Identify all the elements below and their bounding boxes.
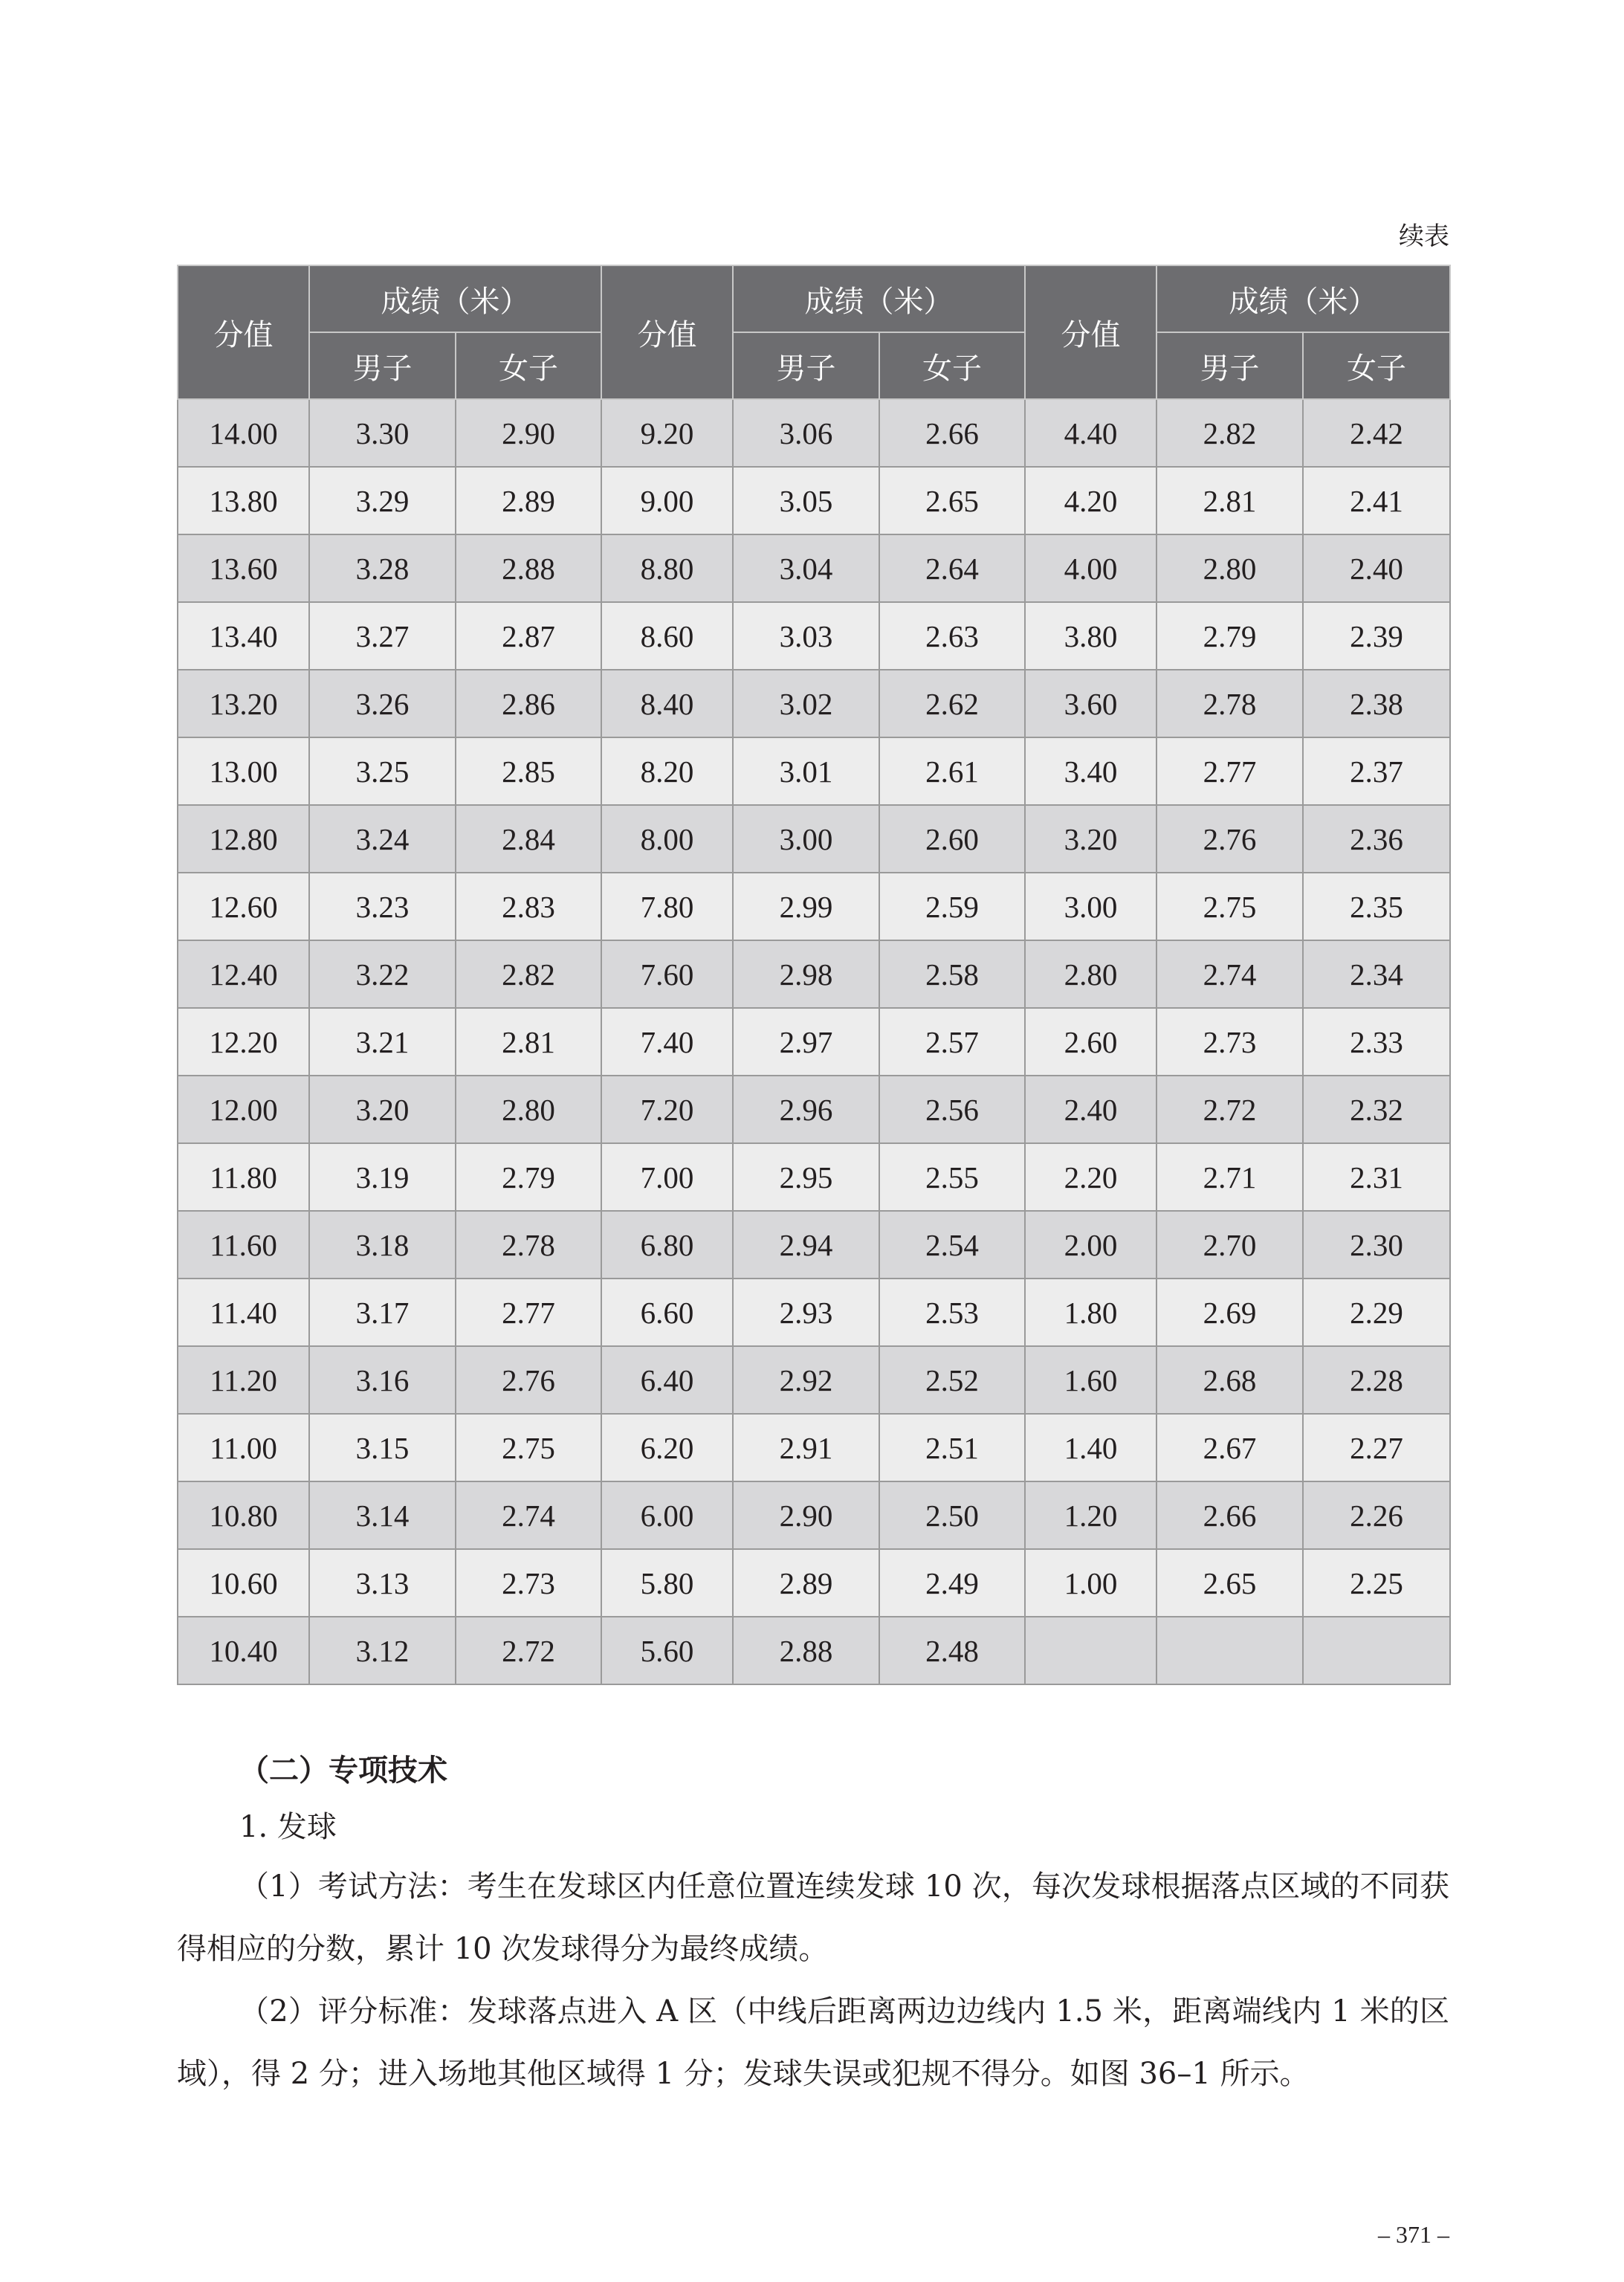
- female-result-cell: 2.85: [456, 737, 601, 805]
- male-result-cell: 3.13: [309, 1549, 456, 1617]
- male-result-cell: 2.88: [733, 1617, 879, 1684]
- score-cell: 2.20: [1025, 1143, 1156, 1211]
- male-result-cell: 3.21: [309, 1008, 456, 1076]
- female-result-cell: 2.72: [456, 1617, 601, 1684]
- male-result-cell: 3.00: [733, 805, 879, 873]
- table-row: [178, 1008, 1450, 1076]
- female-result-cell: 2.51: [879, 1414, 1025, 1481]
- female-result-cell: 2.80: [456, 1076, 601, 1143]
- continued-table-label: 续表: [1399, 222, 1449, 251]
- score-cell: 6.60: [601, 1279, 733, 1346]
- male-result-cell: 3.02: [733, 670, 879, 737]
- female-result-cell: 2.59: [879, 873, 1025, 940]
- table-row: [178, 467, 1450, 534]
- female-result-cell: 2.86: [456, 670, 601, 737]
- male-result-cell: 3.22: [309, 940, 456, 1008]
- female-result-cell: 2.31: [1303, 1143, 1450, 1211]
- female-result-cell: 2.64: [879, 534, 1025, 602]
- score-cell: 10.80: [178, 1481, 309, 1549]
- male-result-cell: 2.65: [1156, 1549, 1303, 1617]
- male-result-cell: 2.89: [733, 1549, 879, 1617]
- male-result-cell: 2.67: [1156, 1414, 1303, 1481]
- score-table: [177, 265, 1451, 1685]
- male-result-cell: 2.68: [1156, 1346, 1303, 1414]
- score-cell: 7.20: [601, 1076, 733, 1143]
- female-result-cell: 2.75: [456, 1414, 601, 1481]
- female-result-cell: 2.90: [456, 399, 601, 467]
- female-result-cell: 2.34: [1303, 940, 1450, 1008]
- score-cell: 9.20: [601, 399, 733, 467]
- female-result-cell: 2.78: [456, 1211, 601, 1279]
- female-result-cell: 2.79: [456, 1143, 601, 1211]
- male-result-cell: 3.29: [309, 467, 456, 534]
- male-result-cell: 2.72: [1156, 1076, 1303, 1143]
- female-result-cell: 2.42: [1303, 399, 1450, 467]
- male-result-cell: 2.98: [733, 940, 879, 1008]
- male-result-cell: [1156, 1617, 1303, 1684]
- female-result-cell: 2.25: [1303, 1549, 1450, 1617]
- header-row-2: [178, 332, 1450, 399]
- result-header: 成绩（米）: [1156, 265, 1450, 332]
- score-cell: 4.00: [1025, 534, 1156, 602]
- male-header: 男子: [309, 332, 456, 399]
- table-body: [178, 399, 1450, 1684]
- female-result-cell: 2.30: [1303, 1211, 1450, 1279]
- table-row: [178, 873, 1450, 940]
- male-result-cell: 2.91: [733, 1414, 879, 1481]
- female-result-cell: 2.41: [1303, 467, 1450, 534]
- score-cell: 8.00: [601, 805, 733, 873]
- score-cell: 1.00: [1025, 1549, 1156, 1617]
- score-cell: 5.80: [601, 1549, 733, 1617]
- score-cell: 13.00: [178, 737, 309, 805]
- male-result-cell: 3.19: [309, 1143, 456, 1211]
- table-row: [178, 1346, 1450, 1414]
- male-result-cell: 2.73: [1156, 1008, 1303, 1076]
- score-cell: 13.20: [178, 670, 309, 737]
- female-result-cell: 2.88: [456, 534, 601, 602]
- male-result-cell: 3.03: [733, 602, 879, 670]
- female-result-cell: 2.83: [456, 873, 601, 940]
- male-result-cell: 3.18: [309, 1211, 456, 1279]
- male-result-cell: 3.27: [309, 602, 456, 670]
- male-result-cell: 3.05: [733, 467, 879, 534]
- score-cell: 8.80: [601, 534, 733, 602]
- header-row-1: [178, 265, 1450, 332]
- score-cell: 9.00: [601, 467, 733, 534]
- page-number: – 371 –: [1378, 2221, 1449, 2248]
- score-cell: 13.40: [178, 602, 309, 670]
- score-cell: 10.60: [178, 1549, 309, 1617]
- score-cell: 13.80: [178, 467, 309, 534]
- female-result-cell: 2.60: [879, 805, 1025, 873]
- score-cell: 8.60: [601, 602, 733, 670]
- male-result-cell: 3.24: [309, 805, 456, 873]
- table-row: [178, 940, 1450, 1008]
- female-result-cell: 2.39: [1303, 602, 1450, 670]
- score-header: 分值: [1025, 265, 1156, 399]
- table-row: [178, 602, 1450, 670]
- score-cell: 7.60: [601, 940, 733, 1008]
- female-result-cell: 2.40: [1303, 534, 1450, 602]
- female-result-cell: 2.58: [879, 940, 1025, 1008]
- male-result-cell: 3.30: [309, 399, 456, 467]
- male-result-cell: 3.26: [309, 670, 456, 737]
- male-result-cell: 2.75: [1156, 873, 1303, 940]
- score-header: 分值: [601, 265, 733, 399]
- male-result-cell: 2.79: [1156, 602, 1303, 670]
- male-result-cell: 2.71: [1156, 1143, 1303, 1211]
- table-row: [178, 1211, 1450, 1279]
- score-cell: 10.40: [178, 1617, 309, 1684]
- female-result-cell: 2.76: [456, 1346, 601, 1414]
- score-cell: 13.60: [178, 534, 309, 602]
- score-cell: 12.80: [178, 805, 309, 873]
- male-result-cell: 2.77: [1156, 737, 1303, 805]
- score-cell: 11.00: [178, 1414, 309, 1481]
- score-cell: 1.80: [1025, 1279, 1156, 1346]
- score-cell: 3.60: [1025, 670, 1156, 737]
- table-row: [178, 805, 1450, 873]
- male-result-cell: 2.69: [1156, 1279, 1303, 1346]
- result-header: 成绩（米）: [733, 265, 1025, 332]
- female-result-cell: 2.84: [456, 805, 601, 873]
- male-header: 男子: [1156, 332, 1303, 399]
- score-cell: 2.60: [1025, 1008, 1156, 1076]
- score-cell: 14.00: [178, 399, 309, 467]
- female-result-cell: 2.89: [456, 467, 601, 534]
- section-heading-text: （二）专项技术: [239, 1753, 447, 1788]
- female-result-cell: 2.38: [1303, 670, 1450, 737]
- male-result-cell: 2.96: [733, 1076, 879, 1143]
- table-row: [178, 1279, 1450, 1346]
- female-result-cell: 2.65: [879, 467, 1025, 534]
- score-cell: 1.40: [1025, 1414, 1156, 1481]
- table-row: [178, 534, 1450, 602]
- female-header: 女子: [456, 332, 601, 399]
- male-header: 男子: [733, 332, 879, 399]
- male-result-cell: 2.99: [733, 873, 879, 940]
- table-row: [178, 399, 1450, 467]
- female-result-cell: 2.66: [879, 399, 1025, 467]
- score-cell: 6.40: [601, 1346, 733, 1414]
- score-cell: 3.20: [1025, 805, 1156, 873]
- female-header: 女子: [879, 332, 1025, 399]
- male-result-cell: 2.92: [733, 1346, 879, 1414]
- section-heading: [177, 1739, 1449, 1802]
- female-result-cell: 2.26: [1303, 1481, 1450, 1549]
- female-result-cell: 2.33: [1303, 1008, 1450, 1076]
- female-result-cell: 2.57: [879, 1008, 1025, 1076]
- female-result-cell: 2.52: [879, 1346, 1025, 1414]
- score-cell: 2.40: [1025, 1076, 1156, 1143]
- male-result-cell: 3.04: [733, 534, 879, 602]
- score-cell: 5.60: [601, 1617, 733, 1684]
- female-result-cell: 2.37: [1303, 737, 1450, 805]
- score-cell: 12.00: [178, 1076, 309, 1143]
- result-header: 成绩（米）: [309, 265, 601, 332]
- score-cell: [1025, 1617, 1156, 1684]
- score-cell: 1.20: [1025, 1481, 1156, 1549]
- female-result-cell: 2.56: [879, 1076, 1025, 1143]
- female-result-cell: 2.35: [1303, 873, 1450, 940]
- table-row: [178, 1414, 1450, 1481]
- female-result-cell: 2.87: [456, 602, 601, 670]
- female-result-cell: 2.48: [879, 1617, 1025, 1684]
- male-result-cell: 2.70: [1156, 1211, 1303, 1279]
- item-title: 1. 发球: [239, 1810, 337, 1844]
- score-cell: 11.20: [178, 1346, 309, 1414]
- table-row: [178, 1617, 1450, 1684]
- female-result-cell: 2.29: [1303, 1279, 1450, 1346]
- score-cell: 8.20: [601, 737, 733, 805]
- female-result-cell: 2.82: [456, 940, 601, 1008]
- male-result-cell: 3.14: [309, 1481, 456, 1549]
- female-header: 女子: [1303, 332, 1450, 399]
- score-cell: 3.80: [1025, 602, 1156, 670]
- male-result-cell: 3.25: [309, 737, 456, 805]
- score-header: 分值: [178, 265, 309, 399]
- male-result-cell: 2.95: [733, 1143, 879, 1211]
- score-cell: 1.60: [1025, 1346, 1156, 1414]
- score-cell: 6.00: [601, 1481, 733, 1549]
- female-result-cell: 2.74: [456, 1481, 601, 1549]
- score-cell: 6.20: [601, 1414, 733, 1481]
- female-result-cell: 2.27: [1303, 1414, 1450, 1481]
- male-result-cell: 2.76: [1156, 805, 1303, 873]
- male-result-cell: 2.97: [733, 1008, 879, 1076]
- score-cell: 3.00: [1025, 873, 1156, 940]
- female-result-cell: 2.54: [879, 1211, 1025, 1279]
- female-result-cell: 2.28: [1303, 1346, 1450, 1414]
- female-result-cell: 2.77: [456, 1279, 601, 1346]
- female-result-cell: [1303, 1617, 1450, 1684]
- score-cell: 2.00: [1025, 1211, 1156, 1279]
- score-cell: 8.40: [601, 670, 733, 737]
- female-result-cell: 2.62: [879, 670, 1025, 737]
- score-cell: 2.80: [1025, 940, 1156, 1008]
- female-result-cell: 2.55: [879, 1143, 1025, 1211]
- male-result-cell: 3.12: [309, 1617, 456, 1684]
- male-result-cell: 2.93: [733, 1279, 879, 1346]
- male-result-cell: 3.20: [309, 1076, 456, 1143]
- score-cell: 3.40: [1025, 737, 1156, 805]
- score-cell: 4.20: [1025, 467, 1156, 534]
- female-result-cell: 2.61: [879, 737, 1025, 805]
- male-result-cell: 2.90: [733, 1481, 879, 1549]
- male-result-cell: 2.74: [1156, 940, 1303, 1008]
- female-result-cell: 2.36: [1303, 805, 1450, 873]
- score-cell: 12.20: [178, 1008, 309, 1076]
- score-cell: 7.40: [601, 1008, 733, 1076]
- score-cell: 11.80: [178, 1143, 309, 1211]
- paragraph-scoring-standard: （2）评分标准：发球落点进入 A 区（中线后距离两边边线内 1.5 米，距离端线内 1 米的区域），得 2 分；进入场地其他区域得 1 分；发球失误或犯规不得分。如图 36–1 所示。: [177, 1994, 1449, 2091]
- score-cell: 6.80: [601, 1211, 733, 1279]
- paragraph-test-method: （1）考试方法：考生在发球区内任意位置连续发球 10 次，每次发球根据落点区域的不同获得相应的分数，累计 10 次发球得分为最终成绩。: [177, 1869, 1449, 1966]
- female-result-cell: 2.63: [879, 602, 1025, 670]
- male-result-cell: 3.16: [309, 1346, 456, 1414]
- male-result-cell: 2.82: [1156, 399, 1303, 467]
- male-result-cell: 3.28: [309, 534, 456, 602]
- female-result-cell: 2.73: [456, 1549, 601, 1617]
- female-result-cell: 2.81: [456, 1008, 601, 1076]
- female-result-cell: 2.53: [879, 1279, 1025, 1346]
- table-row: [178, 1549, 1450, 1617]
- female-result-cell: 2.50: [879, 1481, 1025, 1549]
- score-cell: 7.80: [601, 873, 733, 940]
- male-result-cell: 3.06: [733, 399, 879, 467]
- male-result-cell: 3.23: [309, 873, 456, 940]
- score-cell: 12.40: [178, 940, 309, 1008]
- female-result-cell: 2.32: [1303, 1076, 1450, 1143]
- male-result-cell: 2.81: [1156, 467, 1303, 534]
- score-cell: 7.00: [601, 1143, 733, 1211]
- table-row: [178, 1143, 1450, 1211]
- male-result-cell: 2.80: [1156, 534, 1303, 602]
- table-row: [178, 1481, 1450, 1549]
- table-row: [178, 737, 1450, 805]
- score-cell: 12.60: [178, 873, 309, 940]
- male-result-cell: 2.66: [1156, 1481, 1303, 1549]
- table-row: [178, 1076, 1450, 1143]
- female-result-cell: 2.49: [879, 1549, 1025, 1617]
- male-result-cell: 3.17: [309, 1279, 456, 1346]
- male-result-cell: 3.15: [309, 1414, 456, 1481]
- male-result-cell: 2.78: [1156, 670, 1303, 737]
- table-row: [178, 670, 1450, 737]
- score-cell: 11.40: [178, 1279, 309, 1346]
- male-result-cell: 2.94: [733, 1211, 879, 1279]
- male-result-cell: 3.01: [733, 737, 879, 805]
- score-cell: 11.60: [178, 1211, 309, 1279]
- score-cell: 4.40: [1025, 399, 1156, 467]
